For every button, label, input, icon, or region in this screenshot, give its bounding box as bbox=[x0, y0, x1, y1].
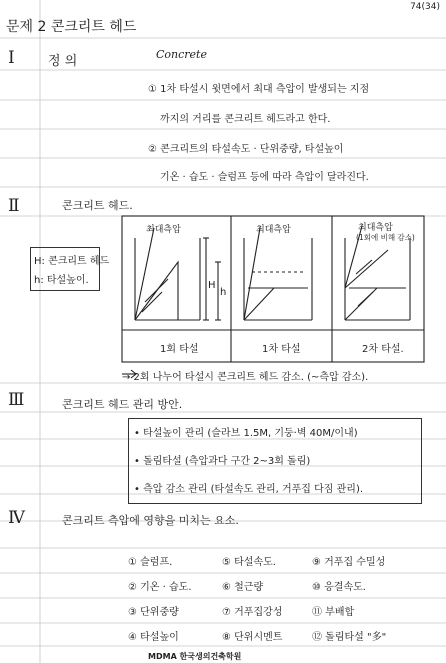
section-4-numeral: Ⅳ bbox=[8, 508, 25, 528]
caption-single-pour: 1회 타설 bbox=[160, 344, 199, 355]
factor-9: ⑨ 거푸집 수밀성 bbox=[312, 557, 386, 568]
section-2-numeral: Ⅱ bbox=[8, 196, 20, 216]
factor-8: ⑧ 단위시멘트 bbox=[222, 632, 283, 643]
definition-line-1: ① 1차 타설시 윗면에서 최대 측압이 발생되는 지점 bbox=[148, 84, 370, 95]
factor-10: ⑩ 응결속도. bbox=[312, 582, 366, 593]
factor-4: ④ 타설높이 bbox=[128, 632, 179, 643]
section-1-heading: 정 의 bbox=[48, 54, 78, 69]
diagram-label-max-pressure-1: 최대측압 bbox=[146, 225, 181, 235]
factor-2: ② 기온 · 습도. bbox=[128, 582, 192, 593]
factor-3: ③ 단위중량 bbox=[128, 607, 179, 618]
caption-second-pour: 2차 타설. bbox=[362, 344, 404, 355]
factor-7: ⑦ 거푸집강성 bbox=[222, 607, 283, 618]
definition-line-3: ② 콘크리트의 타설속도 · 단위중량, 타설높이 bbox=[148, 144, 344, 155]
management-bullet-1: • 타설높이 관리 (슬라브 1.5M, 기둥·벽 40M/이내) bbox=[134, 428, 358, 439]
factor-1: ① 슬럼프. bbox=[128, 557, 173, 568]
diagram-label-max-pressure-2: 최대측압 bbox=[256, 225, 291, 235]
factor-5: ⑤ 타설속도. bbox=[222, 557, 276, 568]
section-2-note: → 2회 나누어 타설시 콘크리트 헤드 감소. (~측압 감소). bbox=[122, 372, 369, 383]
legend-line-1: H: 콘크리트 헤드 bbox=[34, 256, 110, 267]
section-3-numeral: Ⅲ bbox=[8, 390, 25, 410]
definition-line-4: 기온 · 습도 · 슬럼프 등에 따라 측압이 달라진다. bbox=[160, 172, 369, 183]
page-number: 74(34) bbox=[410, 2, 440, 12]
section-4-heading: 콘크리트 측압에 영향을 미치는 요소. bbox=[62, 514, 239, 527]
diagram-label-max-pressure-3: 최대측압 bbox=[358, 223, 393, 233]
factor-6: ⑥ 철근량 bbox=[222, 582, 264, 593]
factor-11: ⑪ 부배합 bbox=[312, 607, 355, 618]
dim-label-H: H bbox=[208, 280, 216, 291]
section-2-heading: 콘크리트 헤드. bbox=[62, 199, 133, 212]
management-bullet-2: • 돌림타설 (측압과다 구간 2~3회 돌림) bbox=[134, 456, 311, 467]
caption-first-pour: 1차 타설 bbox=[262, 344, 301, 355]
management-bullet-3: • 측압 감소 관리 (타설속도 관리, 거푸집 다짐 관리). bbox=[134, 484, 364, 495]
section-1-heading-word: Concrete bbox=[156, 48, 207, 61]
legend-line-2: h: 타설높이. bbox=[34, 275, 89, 286]
definition-line-2: 까지의 거리를 콘크리트 헤드라고 한다. bbox=[160, 114, 331, 125]
footer-publisher: MDMA 한국생의건축학원 bbox=[148, 652, 242, 661]
factor-12: ⑫ 돌림타설 "多" bbox=[312, 632, 387, 643]
dim-label-h: h bbox=[220, 287, 227, 298]
section-1-numeral: Ⅰ bbox=[8, 48, 15, 68]
diagram-label-reduced: (1회에 비해 감소) bbox=[356, 233, 415, 242]
page-title: 문제 2 콘크리트 헤드 bbox=[6, 19, 137, 35]
section-3-heading: 콘크리트 헤드 관리 방안. bbox=[62, 398, 183, 411]
